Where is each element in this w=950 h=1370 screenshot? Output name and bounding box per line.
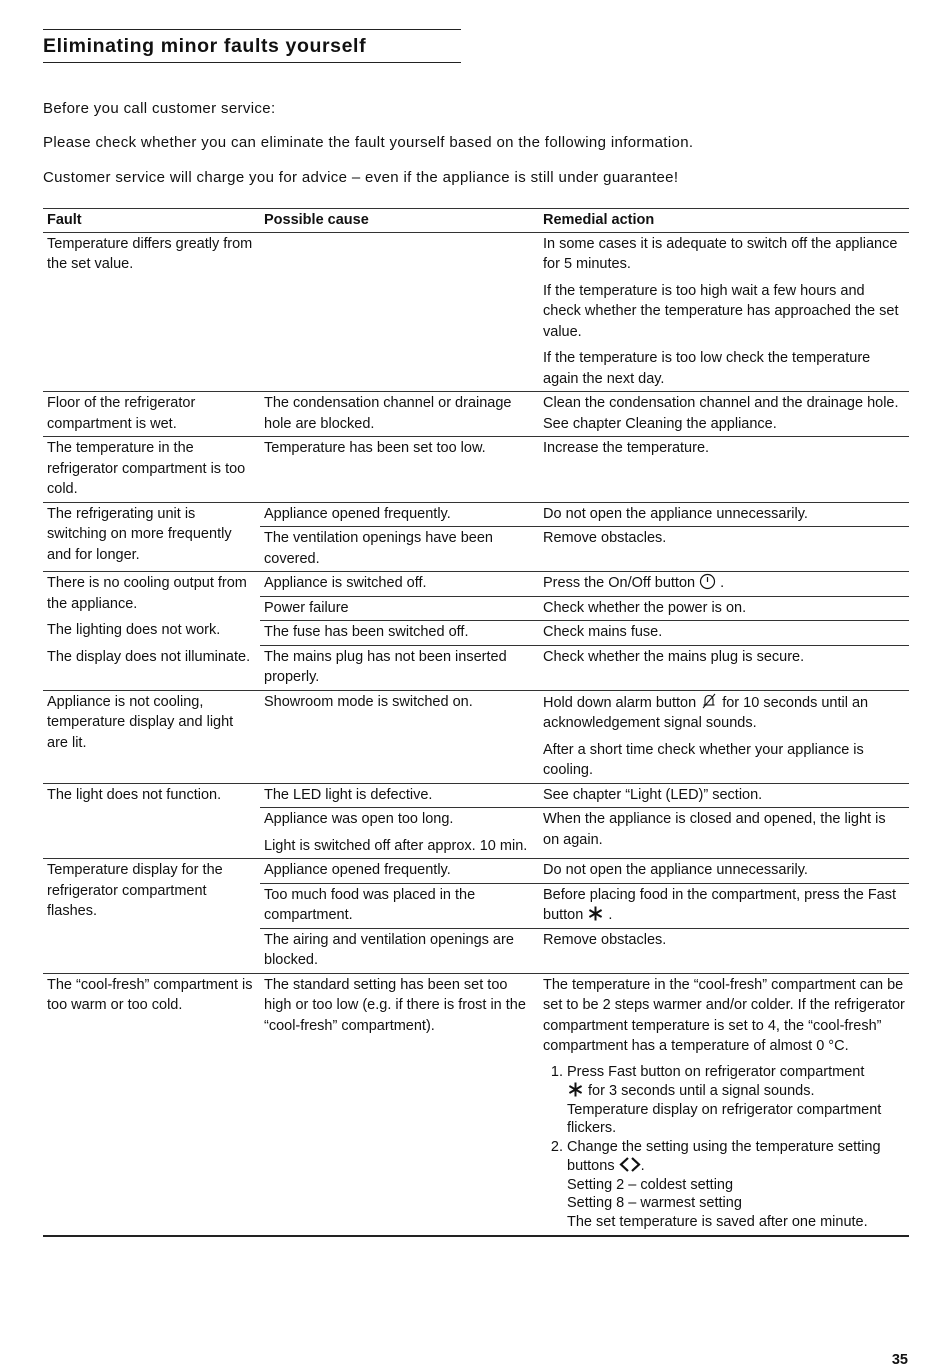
fault-cell: Appliance is not cooling, temperature display and light are lit. (43, 690, 260, 783)
action-cell (539, 883, 909, 928)
action-text (543, 692, 905, 734)
action-text-end: . (720, 575, 725, 591)
header-fault: Fault (43, 209, 260, 233)
cause-cell: The LED light is defective. (260, 783, 539, 808)
cause-cell: Appliance opened frequently. (260, 859, 539, 884)
action-cell: Remove obstacles. (539, 527, 909, 572)
action-cell (539, 232, 909, 392)
step-text: The set temperature is saved after one minute. (567, 1213, 868, 1230)
fast-snowflake-icon (587, 905, 604, 922)
intro-line-2: Please check whether you can eliminate the fault yourself based on the following information. (43, 134, 694, 151)
action-cell: Do not open the appliance unnecessarily. (539, 502, 909, 527)
action-cell: Check whether the mains plug is secure. (539, 645, 909, 690)
intro-line-1: Before you call customer service: (43, 100, 276, 117)
step-text: for 3 seconds until a signal sounds. (588, 1083, 815, 1099)
table-header-row (43, 209, 909, 233)
table-row (43, 572, 909, 597)
action-cell: Remove obstacles. (539, 928, 909, 973)
cause-cell: Appliance is switched off. (260, 572, 539, 597)
action-text: The temperature in the “cool-fresh” compartment can be set to be 2 steps warmer and/or colder. If the refrigerator compartment temperature is set to 4, the “cool-fresh” compartment has a temperature of almost 0 °C. (543, 976, 905, 1054)
power-icon (699, 573, 716, 590)
cause-cell (260, 232, 539, 392)
table-row (43, 690, 909, 783)
action-cell (539, 572, 909, 597)
action-cell: When the appliance is closed and opened, the light is on again. (539, 808, 909, 859)
table-row (43, 437, 909, 503)
action-text-end: . (608, 907, 613, 923)
table-row (43, 783, 909, 808)
cause-cell: The condensation channel or drainage hole are blocked. (260, 392, 539, 437)
cause-cell: Appliance opened frequently. (260, 502, 539, 527)
step-item (567, 1138, 905, 1232)
action-cell: See chapter “Light (LED)” section. (539, 783, 909, 808)
action-cell: Do not open the appliance unnecessarily. (539, 859, 909, 884)
action-cell: Check whether the power is on. (539, 596, 909, 621)
cause-cell: The mains plug has not been inserted properly. (260, 645, 539, 690)
fault-text: The display does not illuminate. (47, 648, 251, 665)
action-text: After a short time check whether your appliance is cooling. (543, 741, 864, 778)
page-number: 35 (891, 1352, 908, 1368)
action-text-end: for 10 seconds until an acknowledgement signal sounds. (543, 694, 869, 731)
cause-cell: The ventilation openings have been covered. (260, 527, 539, 572)
step-text: Setting 8 – warmest setting (567, 1195, 742, 1211)
alarm-off-icon (700, 692, 718, 710)
table-row (43, 392, 909, 437)
cause-cell: Temperature has been set too low. (260, 437, 539, 503)
table-row (43, 232, 909, 392)
cause-cell: The standard setting has been set too high or too low (e.g. if there is frost in the “cool-fresh” compartment). (260, 973, 539, 1236)
fault-cell: The refrigerating unit is switching on more frequently and for longer. (43, 502, 260, 572)
fault-text: There is no cooling output from the appliance. (47, 575, 247, 612)
action-cell: Check mains fuse. (539, 621, 909, 646)
table-row (43, 859, 909, 884)
page-title: Eliminating minor faults yourself (43, 35, 367, 57)
fast-snowflake-icon (567, 1081, 584, 1098)
action-text: Before placing food in the compartment, press the Fast button (543, 886, 897, 923)
table-row (43, 502, 909, 527)
cause-cell: The fuse has been switched off. (260, 621, 539, 646)
fault-cell: Temperature differs greatly from the set value. (47, 235, 253, 272)
cause-text: Light is switched off after approx. 10 min. (264, 837, 528, 854)
step-item (567, 1063, 905, 1138)
step-text: Setting 2 – coldest setting (567, 1176, 734, 1193)
action-cell (539, 690, 909, 783)
fault-cell: The “cool-fresh” compartment is too warm or too cold. (43, 973, 260, 1236)
fault-cell: The light does not function. (43, 783, 260, 859)
action-text-start: Hold down alarm button (543, 694, 697, 711)
action-text: In some cases it is adequate to switch off the appliance for 5 minutes. (543, 235, 898, 272)
cause-cell (260, 808, 539, 859)
cause-cell: The airing and ventilation openings are blocked. (260, 928, 539, 973)
fault-cell: Floor of the refrigerator compartment is wet. (43, 392, 260, 437)
section-heading (43, 29, 461, 63)
step-text: Press Fast button on refrigerator compartment (567, 1063, 865, 1080)
cause-cell: Showroom mode is switched on. (260, 690, 539, 783)
action-cell: Clean the condensation channel and the drainage hole. See chapter Cleaning the appliance. (539, 392, 909, 437)
header-cause: Possible cause (260, 209, 539, 233)
step-text: . (640, 1158, 645, 1174)
action-text: If the temperature is too low check the temperature again the next day. (543, 350, 871, 387)
fault-cell (43, 572, 260, 691)
fault-text: The lighting does not work. (47, 622, 221, 638)
action-cell (539, 973, 909, 1236)
fault-cell: Temperature display for the refrigerator compartment flashes. (43, 859, 260, 974)
action-text: If the temperature is too high wait a few hours and check whether the temperature has approached the set value. (543, 282, 899, 340)
fault-cell: The temperature in the refrigerator compartment is too cold. (43, 437, 260, 503)
intro-line-3: Customer service will charge you for advice – even if the appliance is still under guarantee! (43, 169, 679, 186)
header-action: Remedial action (539, 209, 909, 233)
cause-cell: Too much food was placed in the compartment. (260, 883, 539, 928)
cause-cell: Power failure (260, 596, 539, 621)
chevron-right-icon (630, 1156, 641, 1173)
fault-table (43, 208, 909, 1237)
step-text: Temperature display on refrigerator compartment flickers. (567, 1101, 882, 1136)
step-text: Change the setting using the temperature setting buttons (567, 1138, 881, 1174)
chevron-left-icon (619, 1156, 630, 1173)
action-text: Press the On/Off button (543, 575, 696, 591)
action-cell: Increase the temperature. (539, 437, 909, 503)
steps-list (543, 1063, 905, 1232)
cause-text: Appliance was open too long. (264, 811, 454, 827)
table-row (43, 973, 909, 1236)
